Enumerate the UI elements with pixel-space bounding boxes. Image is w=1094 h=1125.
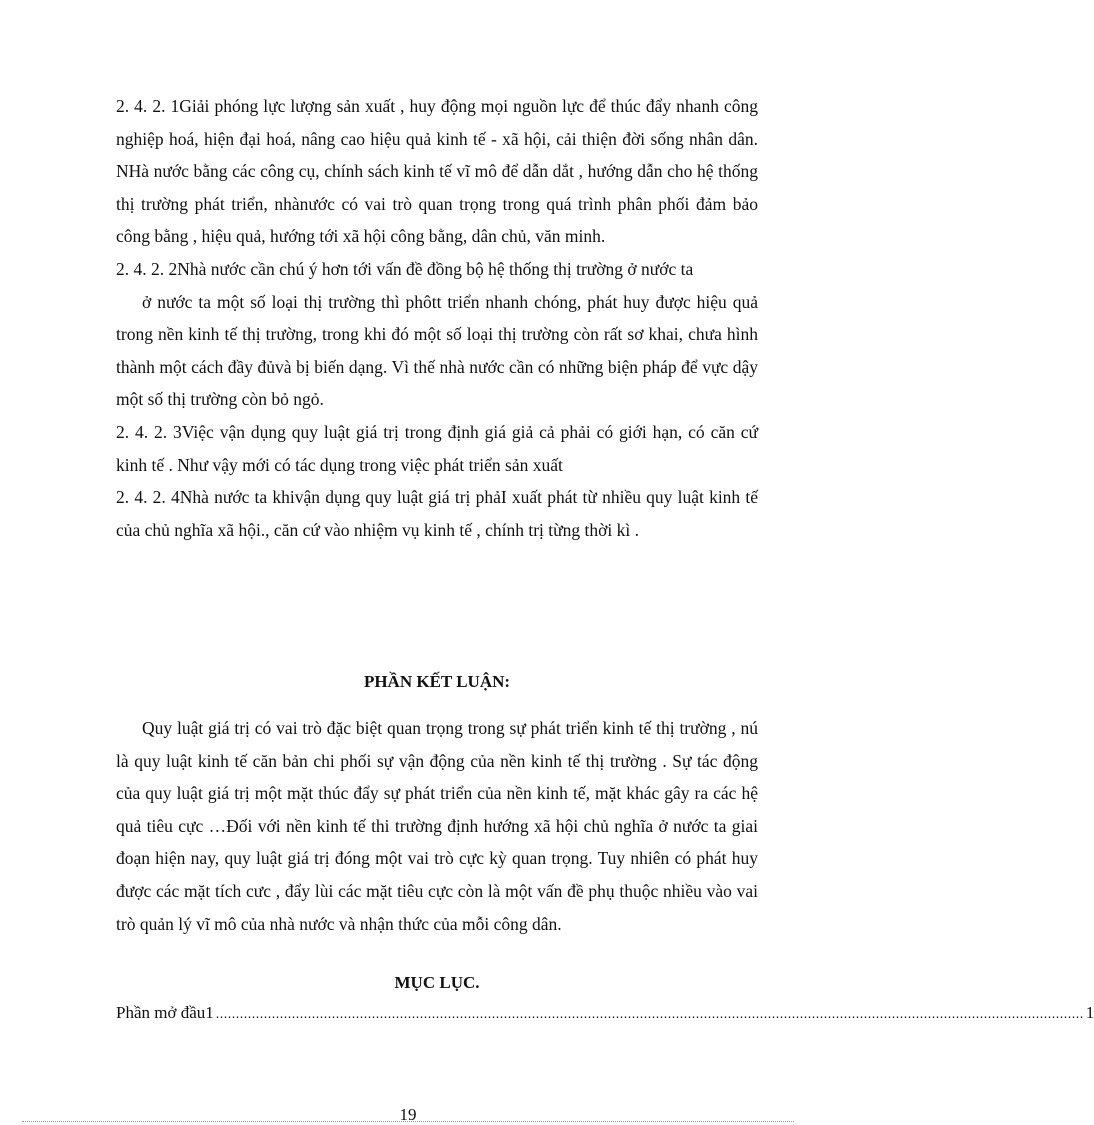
toc-leader-dots: ......................................................................................................................................................................................................................... bbox=[215, 1007, 1084, 1022]
conclusion-title: PHẦN KẾT LUẬN: bbox=[363, 672, 511, 691]
section-number: 2. 4. 2. 1 bbox=[116, 96, 180, 116]
toc-title: MỤC LỤC. bbox=[394, 973, 480, 992]
toc-entry-page: 1 bbox=[1085, 1003, 1094, 1022]
section-body bbox=[116, 90, 758, 546]
section-2-4-2-1 bbox=[116, 90, 758, 253]
toc-entry-label: Phần mở đầu1 bbox=[116, 1003, 214, 1022]
page-number: 19 bbox=[399, 1105, 417, 1124]
section-2-4-2-2 bbox=[116, 253, 758, 286]
conclusion-text: Quy luật giá trị có vai trò đặc biệt quan trọng trong sự phát triển kinh tế thị trường , nú là quy luật kinh tế căn bản chi phối sự vận động của nền kinh tế thị trường . Sự tác động của quy luật giá trị một mặt thúc đẩy sự phát triển của nền kinh tế, mặt khác gây ra các hệ quả tiêu cực …Đối với nền kinh tế thi trường định hướng xã hội chủ nghĩa ở nước ta giai đoạn hiện nay, quy luật giá trị đóng một vai trò cực kỳ quan trọng. Tuy nhiên có phát huy được các mặt tích cưc , đẩy lùi các mặt tiêu cực còn là một vấn đề phụ thuộc nhiều vào vai trò quản lý vĩ mô của nhà nước và nhận thức của mỗi công dân. bbox=[116, 718, 758, 934]
section-text: Giải phóng lực lượng sản xuất , huy động mọi nguồn lực để thúc đẩy nhanh công nghiệp hoá, hiện đại hoá, nâng cao hiệu quả kinh tế - xã hội, cải thiện đời sống nhân dân. NHà nước bằng các công cụ, chính sách kinh tế vĩ mô để dẫn dắt , hướng dẫn cho hệ thống thị trường phát triển, nhànước có vai trò quan trọng trong quá trình phân phối đảm bảo công bằng , hiệu quả, hướng tới xã hội công bằng, dân chủ, văn minh. bbox=[116, 96, 759, 247]
section-number: 2. 4. 2. 2 bbox=[116, 258, 178, 279]
footer-divider bbox=[22, 1121, 794, 1122]
section-2-4-2-4 bbox=[116, 481, 758, 546]
section-2-4-2-2-body bbox=[116, 286, 758, 416]
section-number: 2. 4. 2. 4 bbox=[116, 487, 180, 508]
toc-entry[interactable] bbox=[116, 1003, 1094, 1023]
section-text: ở nước ta một số loại thị trường thì phôtt triển nhanh chóng, phát huy được hiệu quả trong nền kinh tế thị trường, trong khi đó một số loại thị trường còn rất sơ khai, chưa hình thành một cách đầy đủvà bị biến dạng. Vì thế nhà nước cần có những biện pháp để vực dậy một số thị trường còn bỏ ngỏ. bbox=[116, 291, 758, 410]
section-text: Nhà nước ta khivận dụng quy luật giá trị phảI xuất phát từ nhiều quy luật kinh tế của chủ nghĩa xã hội., căn cứ vào nhiệm vụ kinh tế , chính trị từng thời kì . bbox=[116, 487, 759, 540]
section-text: Nhà nước cần chú ý hơn tới vấn đề đồng bộ hệ thống thị trường ở nước ta bbox=[177, 258, 694, 279]
section-text: Việc vận dụng quy luật giá trị trong định giá giả cả phải có giới hạn, có căn cứ kinh tế . Như vậy mới có tác dụng trong việc phát triển sản xuất bbox=[116, 421, 759, 475]
section-number: 2. 4. 2. 3 bbox=[116, 421, 182, 442]
section-2-4-2-3 bbox=[116, 416, 758, 481]
